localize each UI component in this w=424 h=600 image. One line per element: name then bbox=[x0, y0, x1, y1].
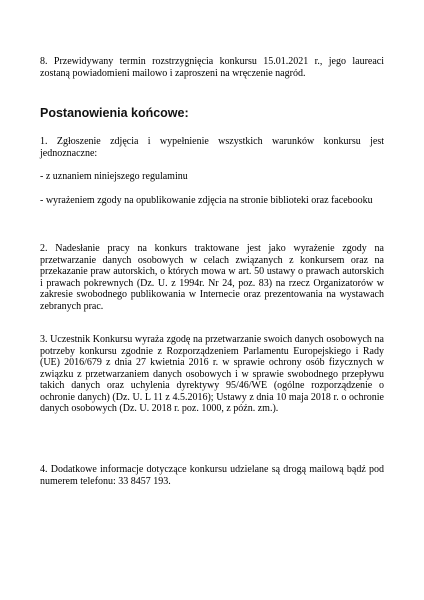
list-item-publish-consent: - wyrażeniem zgody na opublikowanie zdjęcia na stronie biblioteki oraz facebooku bbox=[40, 195, 373, 206]
section-heading-final-provisions: Postanowienia końcowe: bbox=[40, 106, 189, 120]
paragraph-4-contact-information: 4. Dodatkowe informacje dotyczące konkursu udzielane są drogą mailową bądź pod numerem telefonu: 33 8457 193. bbox=[40, 464, 384, 487]
paragraph-2-copyright-transfer: 2. Nadesłanie pracy na konkurs traktowane jest jako wyrażenie zgody na przetwarzanie danych osobowych w celach związanych z konkursem oraz na przekazanie praw autorskich, o których mowa w art. 50 ustawy o prawach autorskich i prawach pokrewnych (Dz. U. z 1994r. Nr 24, poz. 83) na rzecz Organizatorów w zakresie swobodnego publikowania w Internecie oraz prezentowania na wystawach zebranych prac. bbox=[40, 243, 384, 312]
list-item-accept-rules: - z uznaniem niniejszego regulaminu bbox=[40, 171, 188, 182]
paragraph-1-submission-terms: 1. Zgłoszenie zdjęcia i wypełnienie wszystkich warunków konkursu jest jednoznaczne: bbox=[40, 136, 384, 159]
paragraph-8-results-date: 8. Przewidywany termin rozstrzygnięcia konkursu 15.01.2021 r., jego laureaci zostaną powiadomieni mailowo i zaproszeni na wręczenie nagród. bbox=[40, 56, 384, 79]
paragraph-3-data-processing-consent: 3. Uczestnik Konkursu wyraża zgodę na przetwarzanie swoich danych osobowych na potrzeby konkursu zgodnie z Rozporządzeniem Parlamentu Europejskiego i Rady (UE) 2016/679 z dnia 27 kwietnia 2016 r. w sprawie ochrony osób fizycznych w związku z przetwarzaniem danych osobowych i w sprawie swobodnego przepływu takich danych oraz uchylenia dyrektywy 95/46/WE (ogólne rozporządzenie o ochronie danych) (Dz. U. L 11 z 4.5.2016); Ustawy z dnia 10 maja 2018 r. o ochronie danych osobowych (Dz. U. 2018 r. poz. 1000, z późn. zm.). bbox=[40, 334, 384, 414]
